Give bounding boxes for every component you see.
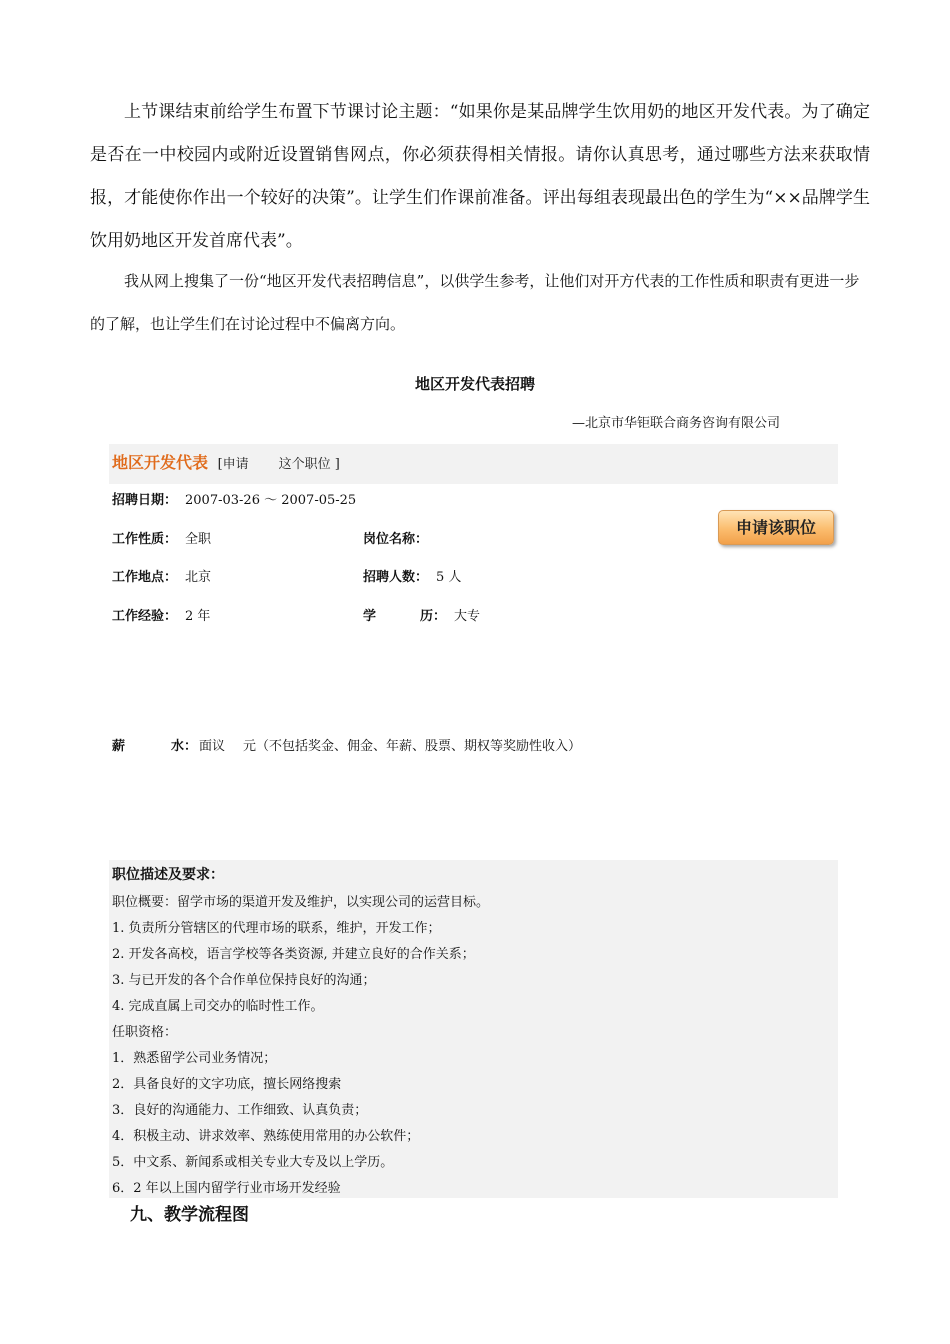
description-heading: 职位描述及要求：: [112, 867, 224, 883]
list-item: 2．具备良好的文字功底，擅长网络搜索: [112, 1077, 342, 1092]
salary-label-a: 薪: [112, 739, 126, 754]
apply-button[interactable]: 申请该职位: [718, 510, 834, 545]
salary-value: 面议: [199, 739, 226, 754]
nature-label: 工作性质：: [112, 532, 178, 547]
count-label: 招聘人数：: [363, 570, 429, 585]
education-label-b: 历：: [420, 609, 447, 624]
position-row: [363, 528, 436, 547]
nature-row: [112, 528, 211, 547]
position-label: 岗位名称：: [363, 532, 429, 547]
education-value: 大专: [454, 609, 481, 624]
experience-row: [112, 605, 210, 624]
list-item: 4. 完成直属上司交办的临时性工作。: [112, 999, 324, 1014]
posting-title: 地区开发代表招聘: [414, 375, 535, 393]
job-title-link[interactable]: 地区开发代表: [112, 453, 209, 472]
list-item: 2. 开发各高校，语言学校等各类资源, 并建立良好的合作关系；: [112, 947, 475, 962]
salary-label-b: 水：: [171, 739, 198, 754]
posting-source: —北京市华钜联合商务咨询有限公司: [572, 416, 781, 431]
count-value: 5 人: [436, 570, 462, 585]
description-list: [112, 890, 489, 1202]
list-item: 5．中文系、新闻系或相关专业大专及以上学历。: [112, 1155, 394, 1170]
intro-paragraph-2: 我从网上搜集了一份“地区开发代表招聘信息”，以供学生参考，让他们对开方代表的工作性质和职责有更进一步的了解，也让学生们在讨论过程中不偏离方向。: [90, 272, 860, 333]
list-item: 1. 负责所分管辖区的代理市场的联系，维护，开发工作；: [112, 921, 441, 936]
education-row: [363, 605, 480, 624]
job-title-row: [112, 450, 340, 473]
job-description-card: [109, 860, 838, 1198]
location-value: 北京: [185, 570, 212, 585]
section-heading: 九、教学流程图: [130, 1205, 249, 1225]
apply-inline-left: [申请: [217, 457, 249, 472]
date-label: 招聘日期：: [112, 493, 178, 508]
location-row: [112, 566, 211, 585]
list-item: 1．熟悉留学公司业务情况；: [112, 1051, 277, 1066]
list-item: 6．2 年以上国内留学行业市场开发经验: [112, 1181, 341, 1196]
education-label-a: 学: [363, 609, 377, 624]
apply-inline-link[interactable]: [218, 457, 340, 472]
location-label: 工作地点：: [112, 570, 178, 585]
list-item: 4．积极主动、讲求效率、熟练使用常用的办公软件；: [112, 1129, 420, 1144]
list-item: 3. 与已开发的各个合作单位保持良好的沟通；: [112, 973, 376, 988]
job-header-card: [109, 444, 838, 484]
intro-paragraph-1: 上节课结束前给学生布置下节课讨论主题：“如果你是某品牌学生饮用奶的地区开发代表。为了确定是否在一中校园内或附近设置销售网点，你必须获得相关情报。请你认真思考，通过哪些方法来获取情报，才能使你作出一个较好的决策”。让学生们作课前准备。评出每组表现最出色的学生为“××品牌学生饮用奶地区开发首席代表”。: [90, 102, 870, 251]
list-item: 职位概要：留学市场的渠道开发及维护，以实现公司的运营目标。: [112, 895, 490, 910]
apply-inline-right: 这个职位 ]: [278, 457, 340, 472]
experience-value: 2 年: [185, 609, 211, 624]
date-row: [112, 489, 356, 508]
salary-note: 元（不包括奖金、佣金、年薪、股票、期权等奖励性收入）: [243, 739, 582, 754]
date-value: 2007-03-26 ～ 2007-05-25: [185, 493, 357, 508]
salary-row: [112, 735, 581, 754]
experience-label: 工作经验：: [112, 609, 178, 624]
list-item: 3．良好的沟通能力、工作细致、认真负责；: [112, 1103, 368, 1118]
nature-value: 全职: [185, 532, 212, 547]
count-row: [363, 566, 461, 585]
list-item: 任职资格：: [112, 1025, 178, 1040]
